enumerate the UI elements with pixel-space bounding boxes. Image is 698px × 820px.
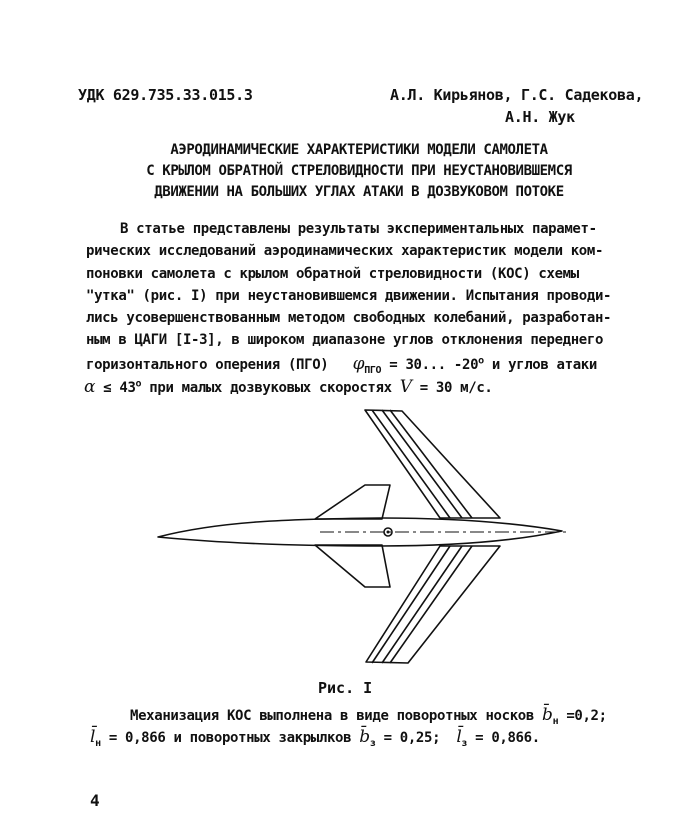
paragraph-line-8: [84, 377, 492, 397]
b-symbol: b̄: [359, 727, 370, 747]
text-segment: ≤ 43: [95, 380, 136, 396]
l-symbol: l̄: [90, 727, 96, 747]
text-segment: = 0,866 и поворотных закрылков: [100, 730, 360, 746]
text-segment: = 0,25;: [375, 730, 457, 746]
lower-wing-nose-line: [372, 546, 450, 663]
subscript: н: [95, 737, 101, 749]
subscript: з: [461, 737, 468, 749]
figure-caption: Рис. I: [318, 679, 373, 697]
alpha-symbol: α: [84, 377, 96, 397]
authors-line-2: А.Н. Жук: [505, 108, 575, 126]
text-segment: = 0,866.: [467, 730, 540, 746]
paragraph-line-2: рических исследований аэродинамических характеристик модели ком-: [86, 243, 604, 259]
text-segment: = 30... -20: [381, 357, 479, 373]
degree-mark: о: [135, 378, 142, 390]
text-segment: при малых дозвуковых скоростях: [141, 380, 400, 396]
paragraph-line-1: В статье представлены результаты экспериментальных парамет-: [120, 221, 597, 237]
degree-mark: о: [478, 355, 484, 367]
b-symbol: b̄: [542, 705, 553, 725]
aircraft-planform-figure: [150, 405, 570, 675]
l-symbol: l̄: [456, 727, 462, 747]
text-segment: =0,2;: [558, 708, 607, 724]
authors-line-1: А.Л. Кирьянов, Г.С. Садекова,: [390, 86, 644, 104]
page-number: 4: [90, 791, 100, 810]
mechanization-line-2: [90, 727, 540, 749]
udk-code: УДК 629.735.33.015.3: [78, 86, 253, 104]
subscript: н: [552, 715, 559, 727]
title-line-1: АЭРОДИНАМИЧЕСКИЕ ХАРАКТЕРИСТИКИ МОДЕЛИ САМОЛЕТА: [170, 142, 548, 158]
subscript-pgo: ПГО: [364, 364, 382, 376]
upper-wing-nose-line: [372, 410, 450, 518]
text-segment: и углов атаки: [483, 357, 597, 373]
title-line-2: С КРЫЛОМ ОБРАТНОЙ СТРЕЛОВИДНОСТИ ПРИ НЕУСТАНОВИВШЕМСЯ: [146, 163, 572, 179]
paragraph-line-6: ным в ЦАГИ [I-3], в широком диапазоне углов отклонения переднего: [86, 332, 604, 348]
paragraph-line-3: поновки самолета с крылом обратной стреловидности (КОС) схемы: [86, 266, 579, 282]
subscript: з: [369, 737, 376, 749]
lower-canard: [315, 545, 390, 587]
text-segment: Механизация КОС выполнена в виде поворотных носков: [130, 708, 543, 724]
paragraph-line-4: "утка" (рис. I) при неустановившемся движении. Испытания проводи-: [86, 288, 612, 304]
paragraph-line-7: [86, 354, 597, 376]
text-segment: горизонтального оперения (ПГО): [86, 357, 329, 373]
upper-canard: [315, 485, 390, 519]
mechanization-line-1: [130, 705, 607, 727]
phi-symbol: φ: [352, 354, 365, 374]
center-of-mass-dot: [387, 531, 390, 534]
text-segment: = 30 м/с.: [411, 380, 493, 396]
velocity-symbol: V: [399, 377, 412, 397]
paragraph-line-5: лись усовершенствованным методом свободных колебаний, разработан-: [86, 310, 612, 326]
title-line-3: ДВИЖЕНИИ НА БОЛЬШИХ УГЛАХ АТАКИ В ДОЗВУКОВОМ ПОТОКЕ: [154, 184, 564, 200]
